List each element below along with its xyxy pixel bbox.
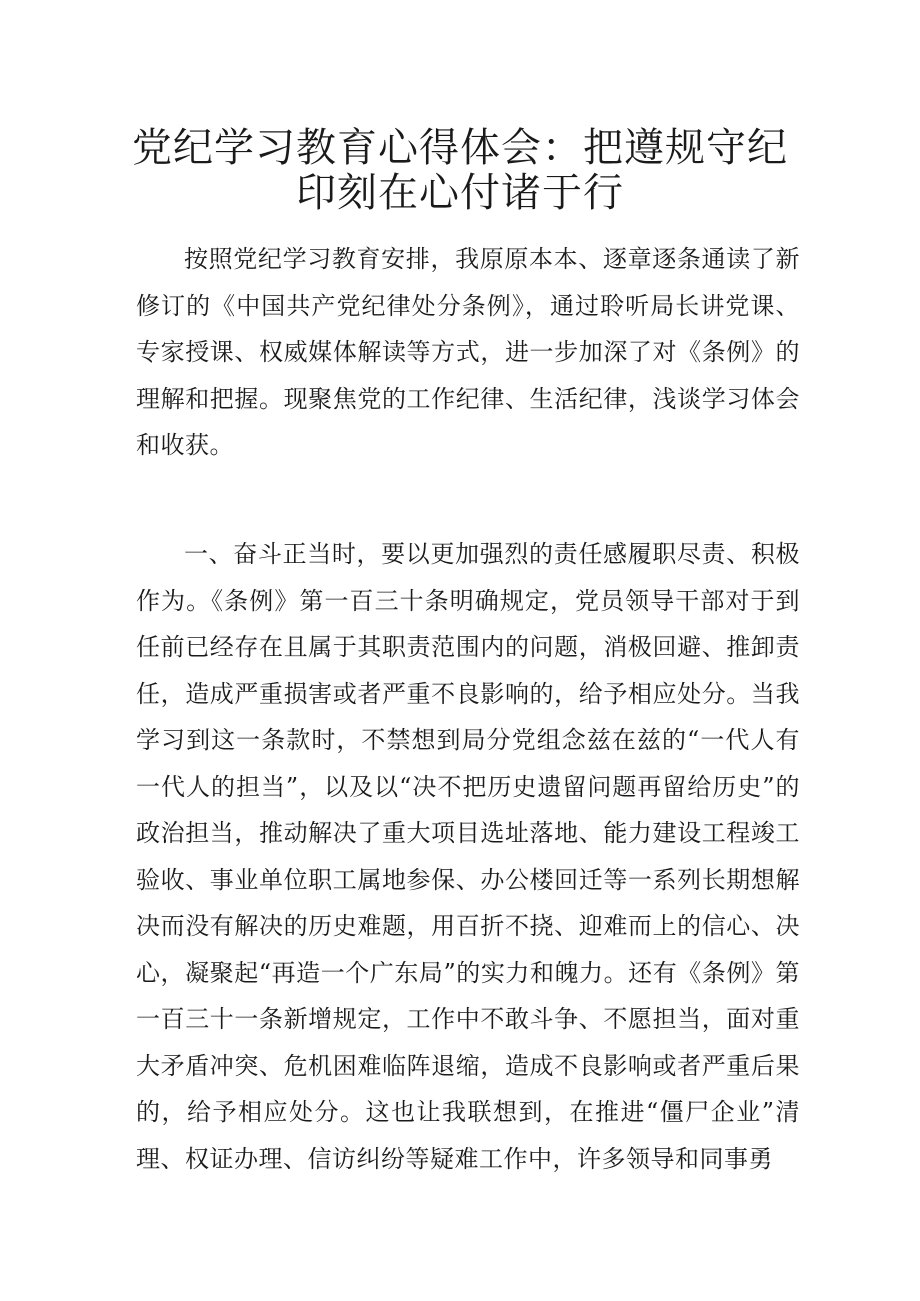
document-title-line-1: 党纪学习教育心得体会：把遵规守纪 [132,125,788,171]
section-one-paragraph: 一、奋斗正当时，要以更加强烈的责任感履职尽责、积极作为。《条例》第一百三十条明确规定，党员领导干部对于到任前已经存在且属于其职责范围内的问题，消极回避、推卸责任，造成严重损害或者严重不良影响的，给予相应处分。当我学习到这一条款时，不禁想到局分党组念兹在兹的“一代人有一代人的担当”，以及以“决不把历史遗留问题再留给历史”的政治担当，推动解决了重大项目选址落地、能力建设工程竣工验收、事业单位职工属地参保、办公楼回迁等一系列长期想解决而没有解决的历史难题，用百折不挠、迎难而上的信心、决心，凝聚起“再造一个广东局”的实力和魄力。还有《条例》第一百三十一条新增规定，工作中不敢斗争、不愿担当，面对重大矛盾冲突、危机困难临阵退缩，造成不良影响或者严重后果的，给予相应处分。这也让我联想到，在推进“僵尸企业”清理、权证办理、信访纠纷等疑难工作中，许多领导和同事勇 [136,540,800,1173]
document-title-line-2: 印刻在心付诸于行 [296,170,624,216]
intro-paragraph: 按照党纪学习教育安排，我原原本本、逐章逐条通读了新修订的《中国共产党纪律处分条例》，通过聆听局长讲党课、专家授课、权威媒体解读等方式，进一步加深了对《条例》的理解和把握。现聚焦党的工作纪律、生活纪律，浅谈学习体会和收获。 [136,245,800,459]
